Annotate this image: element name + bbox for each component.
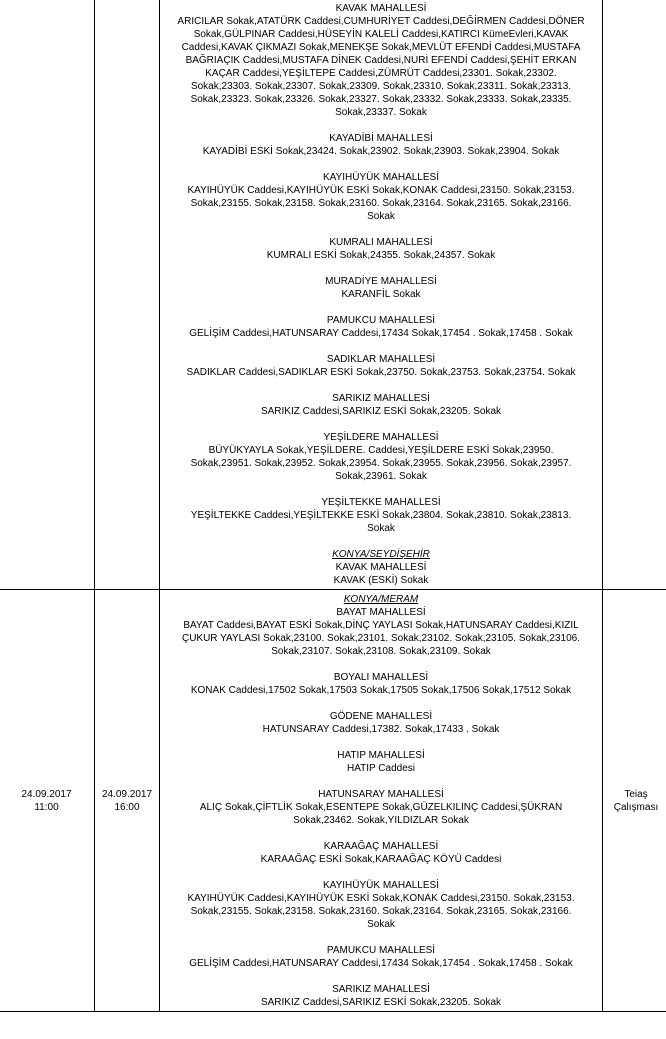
spacer [166,262,596,275]
street-list-line: ALIÇ Sokak,ÇİFTLİK Sokak,ESENTEPE Sokak,GÜZELKILINÇ Caddesi,ŞÜKRAN [199,802,563,813]
spacer [166,931,596,944]
end-datetime-cell [95,590,160,1012]
end-datetime-cell-line: 16:00 [114,801,140,813]
spacer [166,658,596,671]
start-datetime-cell-line: 24.09.2017 [21,788,72,800]
street-list-line: BAYAT Caddesi,BAYAT ESKİ Sokak,DİNÇ YAYLASI Sokak,HATUNSARAY Caddesi,KIZIL [183,620,579,631]
street-list-line: Sokak,23155. Sokak,23158. Sokak,23160. Sokak,23164. Sokak,23165. Sokak,23166. [190,906,572,917]
street-list-line: YEŞİLTEKKE Caddesi,YEŞİLTEKKE ESKİ Sokak,23804. Sokak,23810. Sokak,23813. [190,510,572,521]
reason-cell [603,590,666,1012]
street-list-line: Sokak,23337. Sokak [335,107,427,118]
spacer [166,301,596,314]
locations-list [160,590,602,1011]
start-datetime-cell-line: 11:00 [34,801,59,813]
neighborhood-name: HATIP MAHALLESİ [337,750,425,761]
locations-list [160,0,602,589]
street-list-line: ÇUKUR YAYLASI Sokak,23100. Sokak,23101. Sokak,23102. Sokak,23105. Sokak,23106. [181,633,581,644]
neighborhood-name: PAMUKCU MAHALLESİ [326,945,436,956]
street-list-line: Sokak [367,523,395,534]
region-heading: KONYA/MERAM [343,594,419,605]
neighborhood-name: KAYIHÜYÜK MAHALLESİ [323,172,439,183]
start-datetime-cell [0,0,95,590]
end-datetime-cell-line: 24.09.2017 [101,788,153,800]
spacer [166,418,596,431]
spacer [166,483,596,496]
street-list-line: KAYIHÜYÜK Caddesi,KAYIHÜYÜK ESKİ Sokak,KONAK Caddesi,23150. Sokak,23153. [187,893,575,904]
street-list-line: Sokak [367,211,395,222]
neighborhood-name: KUMRALI MAHALLESİ [329,237,433,248]
street-list-line: Caddesi,KAVAK ÇIKMAZI Sokak,MENEKŞE Sokak,MEVLÜT EFENDİ Caddesi,MUSTAFA [181,42,581,53]
neighborhood-name: PAMUKCU MAHALLESİ [326,315,436,326]
street-list-line: HATUNSARAY Caddesi,17382. Sokak,17433 . Sokak [262,724,500,735]
street-list-line: KAÇAR Caddesi,YEŞİLTEPE Caddesi,ZÜMRÜT Caddesi,23301. Sokak,23302. [205,68,557,79]
street-list-line: Sokak,23107. Sokak,23108. Sokak,23109. Sokak [271,646,491,657]
neighborhood-name: KAVAK MAHALLESİ [335,3,427,14]
street-list-line: KARAAĞAÇ ESKİ Sokak,KARAAĞAÇ KÖYÜ Caddesi [260,854,502,865]
neighborhood-name: YEŞİLDERE MAHALLESİ [323,432,439,443]
street-list-line: SADIKLAR Caddesi,SADIKLAR ESKİ Sokak,23750. Sokak,23753. Sokak,23754. Sokak [186,367,576,378]
street-list-line: GELİŞİM Caddesi,HATUNSARAY Caddesi,17434 Sokak,17454 . Sokak,17458 . Sokak [189,958,573,969]
street-list-line: Sokak,GÜLPINAR Caddesi,HÜSEYİN KALELİ Caddesi,KATIRCI KümeEvleri,KAVAK [193,29,569,40]
spacer [166,697,596,710]
neighborhood-name: SARIKIZ MAHALLESİ [332,393,430,404]
neighborhood-name: KAYIHÜYÜK MAHALLESİ [323,880,439,891]
start-datetime-cell [0,590,95,1012]
spacer [166,535,596,548]
street-list-line: BÜYÜKYAYLA Sokak,YEŞİLDERE. Caddesi,YEŞİLDERE ESKİ Sokak,23950. [208,445,554,456]
street-list-line: SARIKIZ Caddesi,SARIKIZ ESKİ Sokak,23205. Sokak [260,997,502,1008]
neighborhood-name: MURADİYE MAHALLESİ [325,276,437,287]
spacer [166,970,596,983]
street-list-line: Sokak,23951. Sokak,23952. Sokak,23954. Sokak,23955. Sokak,23956. Sokak,23957. [190,458,572,469]
spacer [166,340,596,353]
street-list-line: KARANFİL Sokak [341,289,421,300]
street-list-line: KAYADİBİ ESKİ Sokak,23424. Sokak,23902. Sokak,23903. Sokak,23904. Sokak [202,146,560,157]
street-list-line: Sokak,23323. Sokak,23326. Sokak,23327. Sokak,23332. Sokak,23333. Sokak,23335. [190,94,572,105]
locations-cell [160,0,603,590]
neighborhood-name: BOYALI MAHALLESİ [333,672,429,683]
street-list-line: KUMRALI ESKİ Sokak,24355. Sokak,24357. Sokak [266,250,496,261]
street-list-line: Sokak,23462. Sokak,YILDIZLAR Sokak [293,815,469,826]
neighborhood-name: KAYADİBİ MAHALLESİ [329,133,433,144]
neighborhood-name: SARIKIZ MAHALLESİ [332,984,430,995]
street-list-line: ARICILAR Sokak,ATATÜRK Caddesi,CUMHURİYET Caddesi,DEĞİRMEN Caddesi,DÖNER [177,16,585,27]
spacer [166,827,596,840]
spacer [166,223,596,236]
street-list-line: Sokak,23961. Sokak [335,471,427,482]
reason-cell [603,0,666,590]
reason-cell-line: Çalışması [613,801,659,813]
street-list-line: BAĞRIAÇIK Caddesi,MUSTAFA DİNEK Caddesi,NURİ EFENDİ Caddesi,ŞEHİT ERKAN [185,55,577,66]
spacer [166,379,596,392]
street-list-line: Sokak,23303. Sokak,23307. Sokak,23309. Sokak,23310. Sokak,23311. Sokak,23313. [190,81,572,92]
spacer [166,866,596,879]
reason-cell-line: Teiaş [624,788,648,800]
region-heading: KONYA/SEYDİŞEHİR [332,549,430,560]
spacer [166,736,596,749]
street-list-line: KONAK Caddesi,17502 Sokak,17503 Sokak,17505 Sokak,17506 Sokak,17512 Sokak [190,685,572,696]
neighborhood-name: SADIKLAR MAHALLESİ [326,354,436,365]
street-list-line: KAVAK (ESKİ) Sokak [333,575,429,586]
street-list-line: SARIKIZ Caddesi,SARIKIZ ESKİ Sokak,23205. Sokak [260,406,502,417]
street-list-line: Sokak,23155. Sokak,23158. Sokak,23160. Sokak,23164. Sokak,23165. Sokak,23166. [190,198,572,209]
spacer [166,775,596,788]
neighborhood-name: YEŞİLTEKKE MAHALLESİ [321,497,441,508]
street-list-line: KAYIHÜYÜK Caddesi,KAYIHÜYÜK ESKİ Sokak,KONAK Caddesi,23150. Sokak,23153. [187,185,575,196]
street-list-line: GELİŞİM Caddesi,HATUNSARAY Caddesi,17434 Sokak,17454 . Sokak,17458 . Sokak [189,328,573,339]
neighborhood-name: GÖDENE MAHALLESİ [329,711,433,722]
outage-row [0,590,666,1012]
neighborhood-name: KARAAĞAÇ MAHALLESİ [323,841,439,852]
street-list-line: HATIP Caddesi [347,763,415,774]
spacer [166,158,596,171]
neighborhood-name: KAVAK MAHALLESİ [335,562,427,573]
neighborhood-name: HATUNSARAY MAHALLESİ [318,789,444,800]
locations-cell [160,590,603,1012]
street-list-line: Sokak [367,919,395,930]
end-datetime-cell [95,0,160,590]
spacer [166,119,596,132]
neighborhood-name: BAYAT MAHALLESİ [336,607,426,618]
